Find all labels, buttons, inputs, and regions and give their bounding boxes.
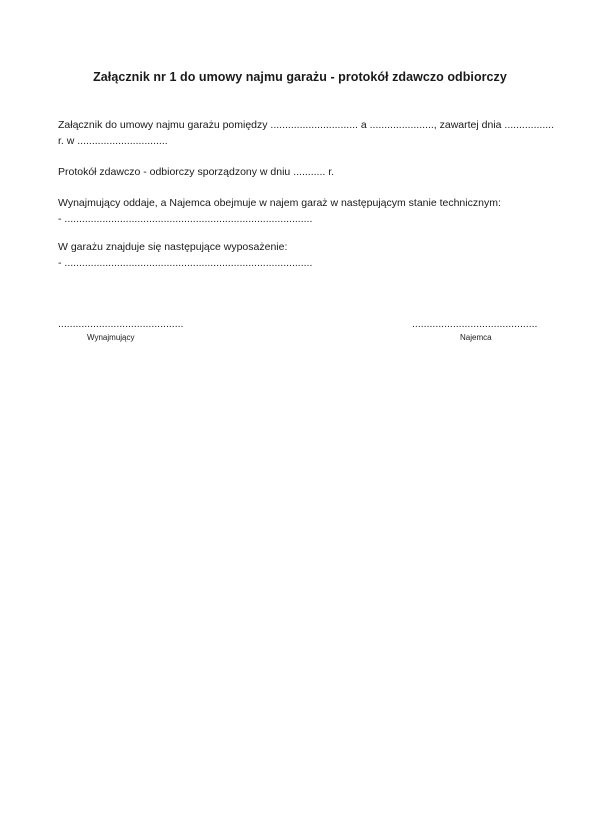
landlord-signature-line: ...........................................: [58, 318, 184, 330]
equipment-heading: W garażu znajduje się następujące wyposażenie:: [58, 241, 288, 253]
equipment-fill-line: - .....................................................................................: [58, 257, 313, 269]
technical-condition-heading: Wynajmujący oddaje, a Najemca obejmuje w najem garaż w następującym stanie technicznym:: [58, 197, 501, 209]
protocol-date-line: Protokół zdawczo - odbiorczy sporządzony w dniu ........... r.: [58, 166, 335, 178]
tenant-signature-label: Najemca: [460, 333, 492, 342]
tenant-signature-line: ...........................................: [412, 318, 538, 330]
agreement-parties-line: Załącznik do umowy najmu garażu pomiędzy .............................. a ......................, zawartej dnia .................: [58, 119, 555, 131]
document-title: Załącznik nr 1 do umowy najmu garażu - protokół zdawczo odbiorczy: [93, 70, 507, 84]
landlord-signature-label: Wynajmujący: [87, 333, 135, 342]
agreement-place-line: r. w ...............................: [58, 135, 168, 147]
technical-condition-fill-line: - .....................................................................................: [58, 213, 313, 225]
